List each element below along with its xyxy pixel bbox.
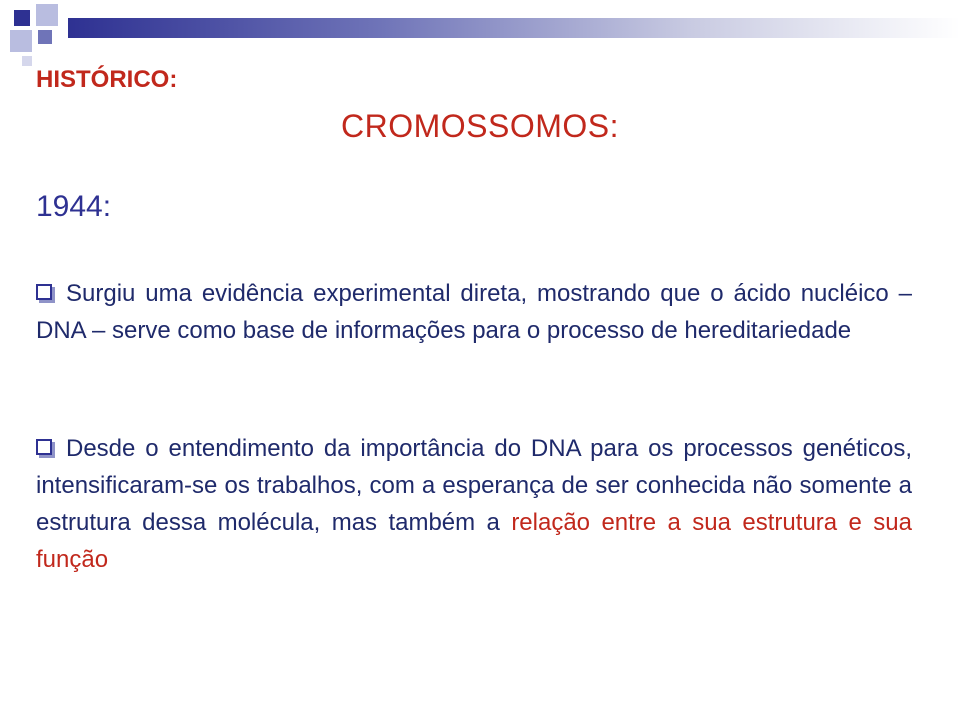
bullet-text-1: Surgiu uma evidência experimental direta, mostrando que o ácido nucléico – DNA – serve como base de informações para o processo de hereditariedade: [36, 280, 912, 344]
highlighted-text: relação entre a sua estrutura e sua função: [36, 509, 912, 573]
bullet-item-1: [36, 275, 912, 349]
slide-title: CROMOSSOMOS:: [340, 108, 619, 144]
bullet-item-2: [36, 430, 912, 578]
section-heading: HISTÓRICO:: [36, 66, 178, 93]
header-gradient-bar: [68, 18, 960, 38]
hollow-square-bullet-icon: [36, 284, 52, 300]
year-label: 1944:: [36, 190, 112, 223]
bullet-text-2: Desde o entendimento da importância do DNA para os processos genéticos, intensificaram-se os trabalhos, com a esperança de ser conhecida não somente a estrutura dessa molécula, mas também a: [36, 435, 912, 536]
hollow-square-bullet-icon: [36, 439, 52, 455]
